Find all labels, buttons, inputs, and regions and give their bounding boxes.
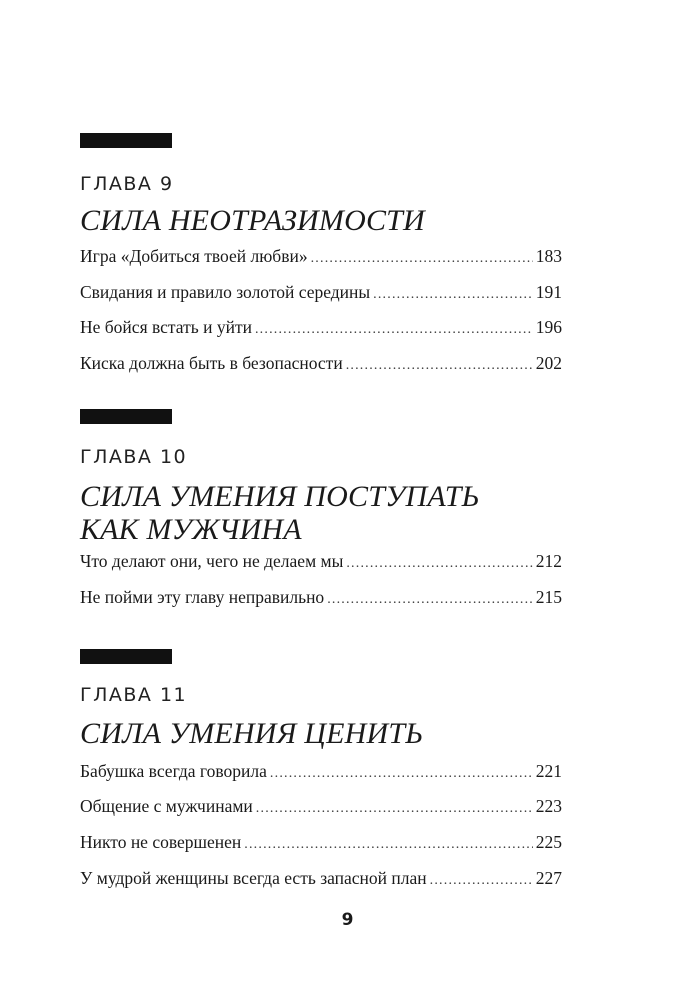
toc-entry[interactable]	[80, 831, 562, 853]
toc-entry-title: Не пойми эту главу неправильно	[80, 587, 325, 607]
chapter-marker-bar	[80, 133, 172, 148]
chapter-title-line: СИЛА УМЕНИЯ ПОСТУПАТЬ	[80, 480, 480, 513]
chapter-9-section	[80, 133, 562, 373]
toc-entry-page: 227	[535, 868, 562, 888]
page-number: 9	[341, 910, 354, 930]
toc-entry-page: 225	[535, 832, 562, 852]
toc-entry-page: 202	[535, 353, 562, 373]
chapter-title-line: КАК МУЖЧИНА	[80, 513, 302, 546]
toc-entry[interactable]	[80, 795, 562, 817]
toc-entry-title: У мудрой женщины всегда есть запасной план	[80, 868, 427, 888]
toc-entry-page: 223	[535, 796, 562, 816]
chapter-marker-bar	[80, 409, 172, 424]
chapter-11-section	[80, 649, 562, 888]
chapter-title-line: СИЛА УМЕНИЯ ЦЕНИТЬ	[80, 717, 424, 750]
toc-entry-page: 191	[535, 282, 562, 302]
toc-entry-title: Игра «Добиться твоей любви»	[80, 246, 308, 266]
toc-entry[interactable]	[80, 316, 562, 338]
toc-entry[interactable]	[80, 586, 562, 608]
toc-leader-dots	[346, 355, 533, 377]
toc-leader-dots	[373, 284, 533, 306]
chapter-label: ГЛАВА 9	[80, 173, 174, 195]
toc-entry-title: Не бойся встать и уйти	[80, 317, 252, 337]
toc-entry-page: 221	[535, 761, 562, 781]
chapter-label: ГЛАВА 10	[80, 446, 188, 468]
chapter-title-line: СИЛА НЕОТРАЗИМОСТИ	[80, 204, 425, 237]
toc-leader-dots	[255, 319, 533, 341]
toc-entry[interactable]	[80, 281, 562, 303]
toc-entry-page: 215	[535, 587, 562, 607]
toc-leader-dots	[346, 553, 532, 575]
chapter-marker-bar	[80, 649, 172, 664]
toc-leader-dots	[311, 248, 533, 270]
toc-leader-dots	[270, 763, 533, 785]
toc-entry-title: Общение с мужчинами	[80, 796, 253, 816]
chapter-title	[80, 480, 480, 546]
chapter-title	[80, 204, 425, 237]
toc-entry-title: Свидания и правило золотой середины	[80, 282, 371, 302]
chapter-label: ГЛАВА 11	[80, 684, 188, 706]
toc-entry[interactable]	[80, 867, 562, 889]
toc-entry-page: 183	[535, 246, 562, 266]
toc-entry[interactable]	[80, 352, 562, 374]
chapter-title	[80, 717, 423, 750]
toc-entry-title: Киска должна быть в безопасности	[80, 353, 343, 373]
toc-entry-page: 196	[535, 317, 562, 337]
chapter-10-section	[80, 409, 562, 607]
toc-entry-title: Никто не совершенен	[80, 832, 242, 852]
toc-leader-dots	[256, 798, 533, 820]
toc-entry-title: Бабушка всегда говорила	[80, 761, 267, 781]
toc-leader-dots	[327, 589, 533, 611]
toc-leader-dots	[430, 870, 533, 892]
toc-entry[interactable]	[80, 550, 562, 572]
toc-entry[interactable]	[80, 245, 562, 267]
toc-entry-page: 212	[535, 551, 562, 571]
toc-leader-dots	[244, 834, 532, 856]
toc-entry[interactable]	[80, 760, 562, 782]
toc-entry-title: Что делают они, чего не делаем мы	[80, 551, 344, 571]
